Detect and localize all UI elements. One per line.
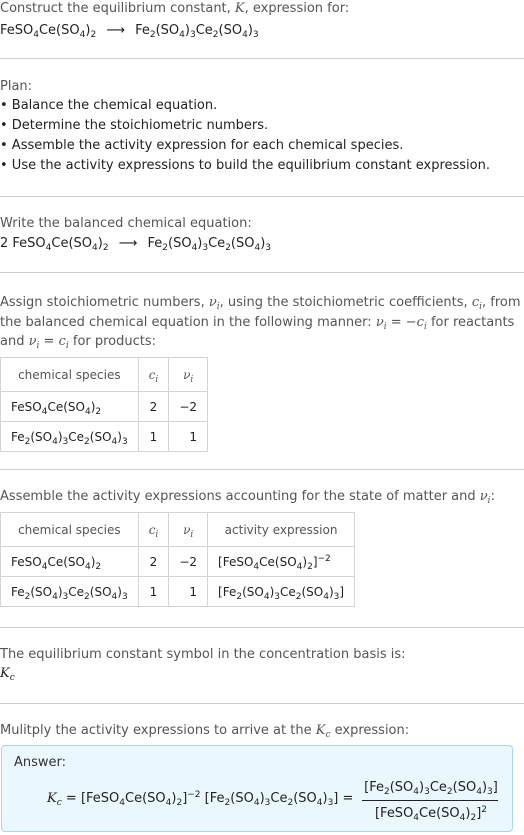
plan-step: • Balance the chemical equation. [0, 98, 218, 113]
plan-title: Plan: [0, 79, 33, 94]
stoich-number-cell: −2 [169, 547, 208, 577]
reaction-arrow: ⟶ [106, 23, 125, 38]
divider [0, 469, 524, 470]
stoich-text-line2: the balanced chemical equation in the following manner: $\nu_i = -c_i$ for reactants [0, 315, 515, 332]
plan-step: • Use the activity expressions to build the equilibrium constant expression. [0, 158, 490, 173]
plan-step: • Assemble the activity expression for each chemical species. [0, 138, 404, 153]
answer-label: Answer: [14, 755, 67, 770]
stoich-text-line1: Assign stoichiometric numbers, $\nu_i$, using the stoichiometric coefficients, $c_i$, from [0, 295, 521, 312]
coefficient-cell: 1 [138, 422, 169, 452]
answer-box [1, 745, 513, 832]
divider [0, 58, 524, 59]
coefficient-cell: 2 [138, 547, 169, 577]
column-header: chemical species [1, 358, 139, 392]
table-header-row [1, 513, 355, 547]
table-row [1, 547, 355, 577]
answer-lhs: $K_c$ = $[FeSO_4Ce(SO_4)_2]^{-2}$ $[Fe_2(SO_4)_3Ce_2(SO_4)_3]$ = [47, 790, 354, 808]
table-header-row [1, 358, 208, 392]
fraction-bar [362, 800, 498, 801]
multiply-title: Mulitply the activity expressions to arrive at the $K_c$ expression: [0, 723, 410, 740]
species-cell: $Fe_2(SO_4)_3Ce_2(SO_4)_3$ [1, 577, 139, 607]
stoich-number-cell: −2 [169, 392, 208, 422]
table-row [1, 422, 208, 452]
activity-expression-cell: $[Fe_2(SO_4)_3Ce_2(SO_4)_3]$ [208, 577, 355, 607]
species-cell: $Fe_2(SO_4)_3Ce_2(SO_4)_3$ [1, 422, 139, 452]
kc-symbol: $K_c$ [0, 666, 15, 683]
species-cell: $FeSO_4Ce(SO_4)_2$ [1, 392, 139, 422]
stoich-number-cell: 1 [169, 577, 208, 607]
divider [0, 627, 524, 628]
symbol-title: The equilibrium constant symbol in the concentration basis is: [0, 647, 406, 662]
stoich-text-line3: and $\nu_i = c_i$ for products: [0, 334, 157, 351]
activity-expression-cell: $[FeSO_4Ce(SO_4)_2]^{-2}$ [208, 547, 355, 577]
product-formula: $Fe_2(SO_4)_3Ce_2(SO_4)_3$ [135, 23, 259, 40]
species-cell: $FeSO_4Ce(SO_4)_2$ [1, 547, 139, 577]
column-header: $c_i$ [138, 358, 169, 392]
coefficient-cell: 2 [138, 392, 169, 422]
divider [0, 196, 524, 197]
divider [0, 703, 524, 704]
fraction-denominator: $[FeSO_4Ce(SO_4)_2]^2$ [374, 805, 488, 823]
reactant-formula: $FeSO_4Ce(SO_4)_2$ [0, 23, 97, 40]
plan-step: • Determine the stoichiometric numbers. [0, 118, 269, 133]
table-row [1, 577, 355, 607]
column-header: chemical species [1, 513, 139, 547]
column-header: $\nu_i$ [169, 513, 208, 547]
activity-table [0, 512, 355, 607]
column-header: $\nu_i$ [169, 358, 208, 392]
header-reaction [0, 22, 259, 40]
header-title: Construct the equilibrium constant, K, expression for: [0, 1, 350, 16]
activity-title: Assemble the activity expressions accounting for the state of matter and $\nu_i$: [0, 489, 495, 506]
table-row [1, 392, 208, 422]
column-header: activity expression [208, 513, 355, 547]
stoich-number-cell: 1 [169, 422, 208, 452]
balanced-title: Write the balanced chemical equation: [0, 216, 252, 231]
balanced-reaction: 2 $FeSO_4Ce(SO_4)_2$ ⟶ $Fe_2(SO_4)_3Ce_2(SO_4)_3$ [0, 236, 272, 253]
fraction-numerator: $[Fe_2(SO_4)_3Ce_2(SO_4)_3]$ [364, 780, 498, 797]
divider [0, 272, 524, 273]
stoich-table [0, 357, 208, 452]
column-header: $c_i$ [138, 513, 169, 547]
coefficient-cell: 1 [138, 577, 169, 607]
